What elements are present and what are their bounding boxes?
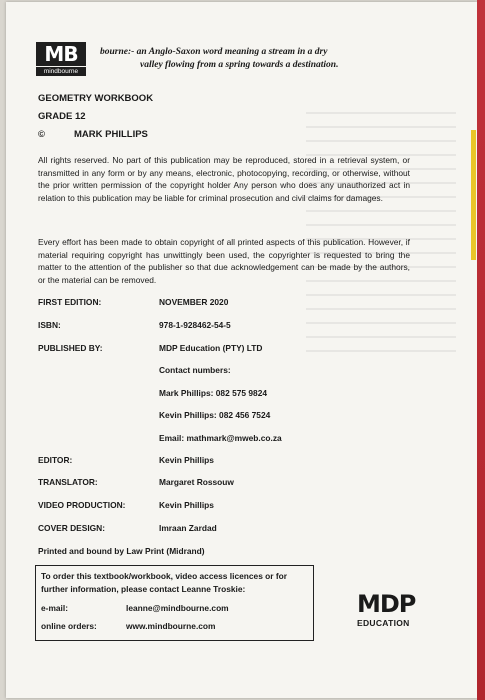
cover-label: COVER DESIGN: (38, 523, 106, 533)
author: MARK PHILLIPS (74, 129, 148, 140)
publisher-value: MDP Education (PTY) LTD (159, 343, 263, 353)
definition-line-2: valley flowing from a spring towards a destination. (140, 60, 339, 70)
definition-line-1: bourne:- an Anglo-Saxon word meaning a stream in a dry (100, 47, 328, 57)
bourne-definition (100, 46, 360, 72)
translator-label: TRANSLATOR: (38, 477, 98, 487)
bookmark-tab (471, 130, 476, 260)
order-online-label: online orders: (41, 621, 97, 631)
order-online-value: www.mindbourne.com (126, 621, 216, 631)
first-edition-label: FIRST EDITION: (38, 297, 102, 307)
order-email-value: leanne@mindbourne.com (126, 603, 229, 613)
show-through (306, 112, 456, 352)
video-label: VIDEO PRODUCTION: (38, 500, 126, 510)
video-value: Kevin Phillips (159, 500, 214, 510)
editor-label: EDITOR: (38, 455, 73, 465)
order-line-2: further information, please contact Leanne Troskie: (41, 584, 246, 594)
mdp-education-logo (357, 590, 419, 632)
mindbourne-logo (36, 42, 86, 78)
mdp-sub: EDUCATION (357, 618, 410, 628)
rights-paragraph: All rights reserved. No part of this publication may be reproduced, stored in a retrieval system, or transmitted in any form or by any means, electronic, photocopying, recording, or otherwise, without the prior written permission of the copyright holder Any person who does any unauthorized act in relation to this publication may be liable for criminal prosecution and civil claims for damages. (38, 155, 410, 203)
order-line-1: To order this textbook/workbook, video access licences or for (41, 571, 288, 581)
contact-heading: Contact numbers: (159, 365, 231, 375)
mdp-mark: MDP (357, 590, 416, 618)
translator-value: Margaret Rossouw (159, 477, 234, 487)
logo-mark: MB (36, 42, 86, 66)
editor-value: Kevin Phillips (159, 455, 214, 465)
book-edge (477, 0, 485, 700)
isbn-value: 978-1-928462-54-5 (159, 320, 231, 330)
effort-paragraph: Every effort has been made to obtain copyright of all printed aspects of this publication. However, if material requiring copyright has unwittingly been used, the copyrighter is requested to bring the matter to the attention of the publisher so that due acknowledgement can be made by the authors, or the material can be removed. (38, 237, 410, 285)
order-box (35, 565, 314, 641)
printed-by: Printed and bound by Law Print (Midrand) (38, 546, 205, 556)
cover-value: Imraan Zardad (159, 523, 217, 533)
isbn-label: ISBN: (38, 320, 61, 330)
first-edition-value: NOVEMBER 2020 (159, 297, 229, 307)
contact-kevin: Kevin Phillips: 082 456 7524 (159, 410, 271, 420)
copyright-symbol: © (38, 129, 45, 140)
contact-mark: Mark Phillips: 082 575 9824 (159, 388, 268, 398)
grade: GRADE 12 (38, 111, 86, 122)
book-title: GEOMETRY WORKBOOK (38, 93, 154, 104)
contact-email: Email: mathmark@mweb.co.za (159, 433, 282, 443)
logo-name: mindbourne (36, 67, 86, 76)
published-label: PUBLISHED BY: (38, 343, 103, 353)
order-email-label: e-mail: (41, 603, 68, 613)
